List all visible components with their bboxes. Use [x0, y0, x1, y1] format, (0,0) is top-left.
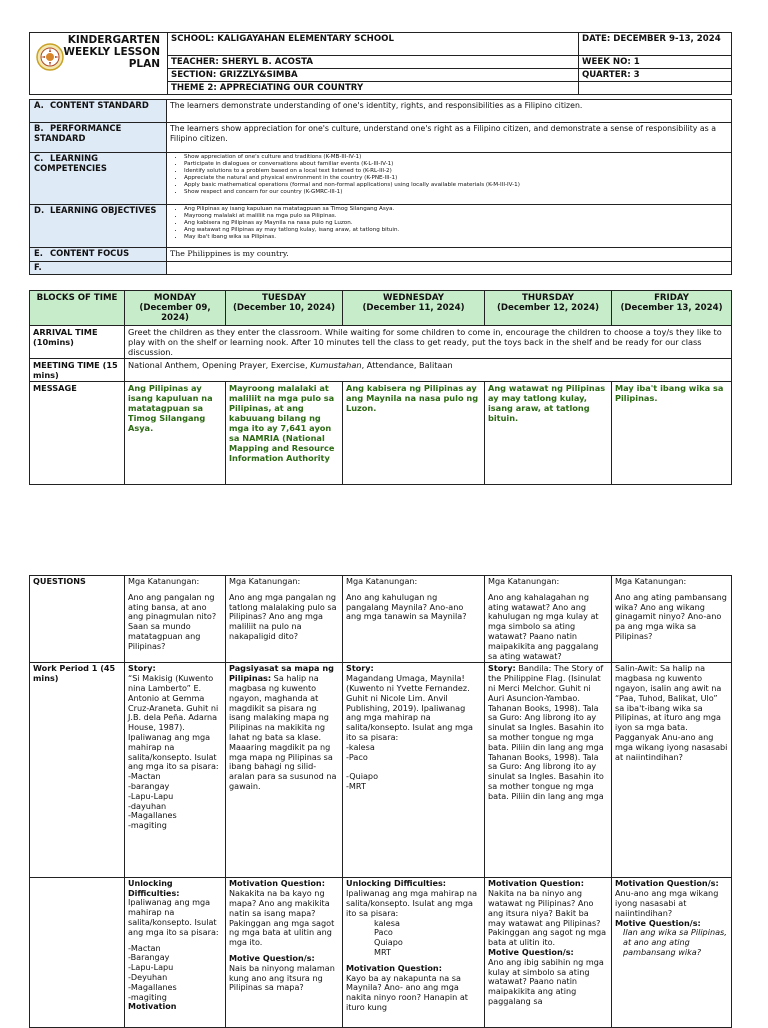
- objective-item: • Ang watawat ng Pilipinas ay may tatlong kulay, isang araw, at tatlong bituin.: [184, 227, 728, 234]
- wp1-wednesday: [343, 663, 485, 878]
- message-row: [30, 382, 732, 485]
- questions-head: Mga Katanungan:: [128, 576, 200, 586]
- col-header-day: THURSDAY: [521, 293, 575, 303]
- vocab-item: Paco: [374, 927, 393, 938]
- objectives-label: [30, 205, 167, 248]
- objectives-num: D.: [34, 205, 45, 215]
- vocab-item: -Deyuhan: [128, 971, 168, 982]
- motivation-mon-text: Ipaliwanag ang mga mahirap na salita/konsepto. Isulat ang mga ito sa pisara:: [128, 897, 219, 937]
- vocab-item: -Mactan: [128, 771, 161, 782]
- motivation-mon-tail: Motivation: [128, 1002, 177, 1012]
- objective-item: • Ang kabisera ng Pilipinas ay Maynila na nasa pulo ng Luzon.: [184, 220, 728, 227]
- lesson-plan-header: [29, 32, 732, 95]
- motivation-thu-title: Motivation Question:: [488, 878, 584, 889]
- competency-item: • Participate in dialogues or conversations about familiar events (K-L-III-IV-1): [184, 161, 728, 168]
- vocab-item: -barangay: [128, 780, 170, 791]
- wp1-tue-text: Sa halip na magbasa ng kuwento ngayon, maghanda at magdikit sa pisara ng isang malaking mapa ng Pilipinas na makikita ng lahat ng bata sa klase. Maaaring magdikit pa ng mga mapa ng Pilipinas sa ibang bahagi ng silid-aralan para sa susunod na gawain.: [229, 673, 337, 791]
- motive-tue-title: Motive Question/s:: [229, 952, 315, 963]
- vocab-item: -kalesa: [346, 741, 375, 752]
- content-standard-label: [30, 100, 167, 123]
- competency-item: • Apply basic mathematical operations (formal and non-formal applications) using locally available materials (K-M-III-IV-1): [184, 182, 728, 189]
- arrival-text: Greet the children as they enter the classroom. While waiting for some children to come in, encourage the children to choose a toy/s they like to play with on the shelf or learning nook. After 10 minutes tell the class to get ready, put the toys back in the shelf and be ready for our class discussion.: [125, 326, 732, 359]
- wp1-monday: [125, 663, 226, 878]
- f-num: F.: [34, 262, 42, 272]
- competency-item: • Identify solutions to a problem based on a local text listened to (K-RL-III-2): [184, 168, 728, 175]
- objectives-list: [170, 206, 728, 241]
- arrival-row: [30, 326, 732, 359]
- competency-item: • Show respect and concern for our country (K-GMRC-III-1): [184, 189, 728, 196]
- vocab-item: -magiting: [128, 820, 167, 831]
- objective-item: • May iba't ibang wika sa Pilipinas.: [184, 234, 728, 241]
- questions-head: Mga Katanungan:: [229, 576, 301, 586]
- col-header-date: (December 11, 2024): [362, 303, 465, 313]
- plan-title-line-1: KINDERGARTEN: [67, 34, 160, 46]
- vocab-item: -Quiapo: [346, 771, 379, 782]
- col-header-day: FRIDAY: [654, 293, 689, 303]
- meeting-text-b: , Attendance, Balitaan: [361, 360, 453, 370]
- motivation-tue-title: Motivation Question:: [229, 878, 325, 889]
- col-header-day: BLOCKS OF TIME: [36, 293, 118, 303]
- meeting-row: [30, 359, 732, 382]
- theme-cell: THEME 2: APPRECIATING OUR COUNTRY: [168, 82, 579, 95]
- performance-standard-text: The learners show appreciation for one's culture, understand one's right as a Filipino citizen, and demonstrate a sense of responsibility as a Filipino citizen.: [167, 123, 732, 153]
- school-cell: SCHOOL: KALIGAYAHAN ELEMENTARY SCHOOL: [168, 33, 579, 56]
- motivation-fri-title: Motivation Question/s:: [615, 878, 719, 889]
- competencies-list: [170, 154, 728, 195]
- f-text: [167, 262, 732, 275]
- questions-wednesday: [343, 576, 485, 663]
- motive-thu-text: Ano ang ibig sabihin ng mga kulay at simbolo sa ating watawat? Paano natin maipakikita ang ating paggalang sa: [488, 956, 604, 1006]
- question-text: Ano ang kahulugan ng pangalang Maynila? Ano-ano ang mga tanawin sa Maynila?: [346, 591, 467, 622]
- wp1-tuesday: [226, 663, 343, 878]
- motivation-wed-text: Ipaliwanag ang mga mahirap na salita/konsepto. Isulat ang mga ito sa pisara:: [346, 888, 478, 918]
- content-focus-text: The Philippines is my country.: [167, 248, 732, 262]
- meeting-text-italic: Kumustahan: [310, 360, 362, 370]
- work-period-row: [30, 663, 732, 878]
- competency-item: • Show appreciation of one's culture and traditions (K-MB-III-IV-1): [184, 154, 728, 161]
- motivation-monday: [125, 878, 226, 1028]
- message-monday: Ang Pilipinas ay isang kapuluan na matatagpuan sa Timog Silangang Asya.: [125, 382, 226, 485]
- motivation-thursday: [485, 878, 612, 1028]
- col-header-date: (December 10, 2024): [232, 303, 336, 313]
- col-header-date: (December 13, 2024): [620, 303, 723, 313]
- performance-standard-num: B.: [34, 123, 44, 133]
- schedule-header-row: [30, 291, 732, 326]
- competency-item: • Appreciate the natural and physical environment in the country (K-PNE-III-1): [184, 175, 728, 182]
- questions-row: [30, 576, 732, 663]
- vocab-item: Quiapo: [374, 937, 403, 948]
- competencies-num: C.: [34, 153, 44, 163]
- col-header-date: (December 12, 2024): [496, 303, 600, 313]
- wp1-wed-title: Story:: [346, 663, 374, 674]
- questions-label: QUESTIONS: [30, 576, 125, 663]
- wp1-thursday: [485, 663, 612, 878]
- arrival-label: ARRIVAL TIME (10mins): [30, 326, 125, 359]
- motivation-wed-title: Unlocking Difficulties:: [346, 878, 447, 889]
- questions-friday: [612, 576, 732, 663]
- wp1-wed-text: Magandang Umaga, Maynila! (Kuwento ni Yvette Fernandez. Guhit ni Nicole Lim. Anvil Publishing, 2019). Ipaliwanag ang mga mahirap na salita/konsepto. Isulat ang mga ito sa pisara:: [346, 673, 473, 742]
- meeting-text: [125, 359, 732, 382]
- vocab-item: -Magallanes: [128, 981, 177, 992]
- performance-standard-label-text: PERFORMANCE STANDARD: [34, 123, 122, 143]
- competencies-label: [30, 153, 167, 205]
- vocab-item: -Paco: [346, 751, 368, 762]
- wp1-mon-title: Story:: [128, 663, 156, 674]
- weekly-schedule-table: [29, 290, 732, 485]
- col-header-tuesday: [226, 291, 343, 326]
- objective-item: • Ang Pilipinas ay isang kapuluan na matatagpuan sa Timog Silangang Asya.: [184, 206, 728, 213]
- content-standard-label-text: CONTENT STANDARD: [50, 100, 149, 110]
- motivation-row: [30, 878, 732, 1028]
- questions-thursday: [485, 576, 612, 663]
- vocab-item: -magiting: [128, 991, 167, 1002]
- col-header-friday: [612, 291, 732, 326]
- wp1-mon-text: “Si Makisig (Kuwento nina Lamberto” E. Antonio at Gemma Cruz-Araneta. Guhit ni J.B. dela Peña. Adarna House, 1987). Ipaliwanag ang mga mahirap na salita/konsepto. Isulat ang mga ito sa pisara:: [128, 673, 219, 772]
- motivation-tuesday: [226, 878, 343, 1028]
- questions-head: Mga Katanungan:: [615, 576, 687, 586]
- objectives-label-text: LEARNING OBJECTIVES: [50, 205, 157, 215]
- weekly-schedule-table-page-2: [29, 575, 732, 1028]
- vocab-item: -Lapu-Lapu: [128, 790, 174, 801]
- col-header-day: WEDNESDAY: [383, 293, 444, 303]
- motivation-wed-title-2: Motivation Question:: [346, 962, 442, 973]
- question-text: Ano ang mga pangalan ng tatlong malalaking pulo sa Pilipinas? Ano ang mga maliliit na pulo na nakapaligid dito?: [229, 591, 337, 641]
- motivation-wednesday: [343, 878, 485, 1028]
- objectives-cell: [167, 205, 732, 248]
- vocab-item: -MRT: [346, 781, 366, 792]
- motive-fri-text: Ilan ang wika sa Pilipinas, at ano ang ating pambansang wika?: [623, 927, 727, 957]
- meeting-label: MEETING TIME (15 mins): [30, 359, 125, 382]
- motivation-label: [30, 878, 125, 1028]
- wp1-thu-text: Bandila: The Story of the Philippine Flag. (Isinulat ni Merci Melchor. Guhit ni Auri Asuncion-Yambao. Tahanan Books, 1998). Tala sa Guro: Ang librong ito ay sinulat sa Ingles. Basahin ito sa mother tongue ng mga bata. Piliin din lang ang mga Tahanan Books, 1998). Tala sa Guro: Ang librong ito ay sinulat sa Ingles. Basahin ito sa mother tongue ng mga bata. Piliin din lang ang mga: [488, 663, 604, 801]
- message-tuesday: Mayroong malalaki at maliliit na mga pulo sa Pilipinas, at ang kabuuang bilang ng mga ito ay 7,641 ayon sa NAMRIA (National Mapping and Resource Information Authority: [226, 382, 343, 485]
- vocab-item: MRT: [374, 946, 391, 957]
- vocab-item: -dayuhan: [128, 800, 167, 811]
- content-focus-label-text: CONTENT FOCUS: [50, 248, 130, 258]
- plan-title-line-2: WEEKLY LESSON: [63, 46, 160, 58]
- motive-fri-title: Motive Question/s:: [615, 917, 701, 928]
- message-friday: May iba't ibang wika sa Pilipinas.: [612, 382, 732, 485]
- col-header-day: MONDAY: [153, 293, 197, 303]
- performance-standard-label: [30, 123, 167, 153]
- motive-tue-text: Nais ba ninyong malaman kung ano ang itsura ng Pilipinas sa mapa?: [229, 962, 335, 993]
- teacher-cell: TEACHER: SHERYL B. ACOSTA: [168, 56, 579, 69]
- col-header-wednesday: [343, 291, 485, 326]
- motivation-thu-text: Nakita na ba ninyo ang watawat ng Pilipinas? Ano ang itsura niya? Bakit ba may watawat ang Pilipinas? Pakinggan ang sagot ng mga bata at ulitin ito.: [488, 888, 607, 948]
- message-label: MESSAGE: [30, 382, 125, 485]
- header-title-cell: [30, 33, 168, 95]
- vocab-item: kalesa: [374, 917, 400, 928]
- f-label: [30, 262, 167, 275]
- vocab-item: -Magallanes: [128, 810, 177, 821]
- competencies-cell: [167, 153, 732, 205]
- motivation-wed-text-2: Kayo ba ay nakapunta na sa Maynila? Ano- ano ang mga nakita ninyo roon? Hanapin at ituro kung: [346, 972, 468, 1012]
- objective-item: • Mayroong malalaki at maliliit na mga pulo sa Pilipinas.: [184, 213, 728, 220]
- vocab-item: -Barangay: [128, 952, 170, 963]
- col-header-thursday: [485, 291, 612, 326]
- wp1-tue-title: Pagsiyasat sa mapa ng Pilipinas:: [229, 663, 334, 684]
- school-seal-icon: [36, 43, 64, 71]
- content-focus-num: E.: [34, 248, 43, 258]
- questions-monday: [125, 576, 226, 663]
- wp1-friday: Salin-Awit: Sa halip na magbasa ng kuwento ngayon, isalin ang awit na “Paa, Tuhod, Balikat, Ulo” sa iba't-ibang wika sa Pilipinas, at ituro ang mga iyon sa mga bata. Pagganyak Anu-ano ang mga wikang iyong nasasabi at naiintindihan?: [612, 663, 732, 878]
- message-thursday: Ang watawat ng Pilipinas ay may tatlong kulay, isang araw, at tatlong bituin.: [485, 382, 612, 485]
- content-standard-text: The learners demonstrate understanding of one's identity, rights, and responsibilities as a Filipino citizen.: [167, 100, 732, 123]
- motivation-fri-text: Anu-ano ang mga wikang iyong nasasabi at naiintindihan?: [615, 888, 719, 918]
- empty-cell: [579, 82, 732, 95]
- vocab-item: -Lapu-Lapu: [128, 962, 174, 973]
- standards-table: [29, 99, 732, 275]
- week-cell: WEEK NO: 1: [579, 56, 732, 69]
- question-text: Ano ang kahalagahan ng ating watawat? Ano ang kahulugan ng mga kulay at mga simbolo sa ating watawat? Paano natin maipakikita ang paggalang sa ating watawat?: [488, 591, 599, 661]
- motivation-tue-text: Nakakita na ba kayo ng mapa? Ano ang makikita natin sa isang mapa? Pakinggan ang mga sagot ng mga bata at ulitin ang mga ito.: [229, 888, 335, 948]
- competencies-label-text: LEARNING COMPETENCIES: [34, 153, 107, 173]
- motivation-mon-title: Unlocking Difficulties:: [128, 879, 180, 898]
- content-focus-label: [30, 248, 167, 262]
- motive-thu-title: Motive Question/s:: [488, 946, 574, 957]
- questions-tuesday: [226, 576, 343, 663]
- col-header-day: TUESDAY: [261, 293, 307, 303]
- question-text: Ano ang ating pambansang wika? Ano ang wikang ginagamit ninyo? Ano-ano pa ang mga wika sa Pilipinas?: [615, 591, 727, 641]
- content-standard-num: A.: [34, 100, 44, 110]
- col-header-date: (December 09, 2024): [139, 303, 211, 323]
- questions-head: Mga Katanungan:: [346, 576, 418, 586]
- meeting-text-a: National Anthem, Opening Prayer, Exercise,: [128, 360, 311, 370]
- quarter-cell: QUARTER: 3: [579, 69, 732, 82]
- message-wednesday: Ang kabisera ng Pilipinas ay ang Maynila na nasa pulo ng Luzon.: [343, 382, 485, 485]
- col-header-blocks: [30, 291, 125, 326]
- motivation-friday: [612, 878, 732, 1028]
- col-header-monday: [125, 291, 226, 326]
- plan-title-line-3: PLAN: [128, 58, 160, 70]
- wp1-thu-title: Story:: [488, 663, 516, 674]
- vocab-item: -Mactan: [128, 942, 161, 953]
- date-cell: DATE: DECEMBER 9-13, 2024: [579, 33, 732, 56]
- work-period-label: Work Period 1 (45 mins): [30, 663, 125, 878]
- question-text: Ano ang pangalan ng ating bansa, at ano ang pinagmulan nito? Saan sa mundo matatagpuan ang Pilipinas?: [128, 591, 217, 651]
- questions-head: Mga Katanungan:: [488, 576, 560, 586]
- section-cell: SECTION: GRIZZLY&SIMBA: [168, 69, 579, 82]
